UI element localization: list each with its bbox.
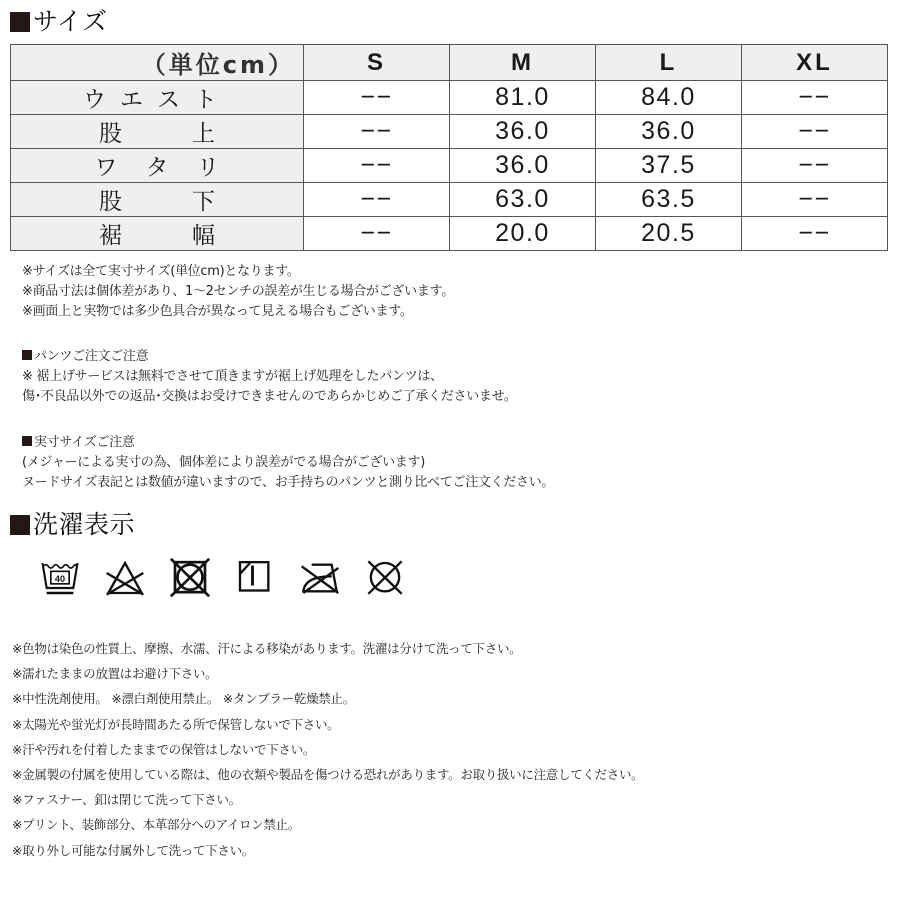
row-label-text: 股 xyxy=(99,189,122,215)
laundry-title-text: 洗濯表示 xyxy=(33,510,136,539)
row-label-text: 下 xyxy=(192,189,215,215)
size-note: ※画面上と実物では多少色具合が異なって見える場合もございます。 xyxy=(22,304,413,319)
actual-size-notice-title xyxy=(22,433,554,453)
column-header-s: S xyxy=(304,45,450,81)
svg-text:40: 40 xyxy=(54,573,66,584)
square-bullet-icon xyxy=(22,436,32,446)
care-note: ※濡れたままの放置はお避け下さい。 xyxy=(12,666,218,682)
care-note: ※取り外し可能な付属外して洗って下さい。 xyxy=(12,842,254,858)
cell-value: −− xyxy=(304,183,450,217)
notice-title-text: パンツご注文ご注意 xyxy=(34,349,149,364)
size-table xyxy=(10,44,888,251)
cell-value: 36.0 xyxy=(596,115,742,149)
row-label-text: タ xyxy=(145,155,169,181)
cell-value: 81.0 xyxy=(450,81,596,115)
care-note: ※色物は染色の性質上、摩擦、水濡、汗による移染があります。洗濯は分けて洗って下さい。 xyxy=(12,641,522,656)
cell-value: −− xyxy=(742,115,888,149)
cell-value: 37.5 xyxy=(596,149,742,183)
no-bleach-icon xyxy=(105,556,145,600)
table-header-row xyxy=(11,45,888,81)
pants-order-notice-title xyxy=(22,347,517,367)
size-note: ※サイズは全て実寸サイズ(単位cm)となります。 xyxy=(22,264,300,279)
cell-value: −− xyxy=(304,81,450,115)
row-label-text: リ xyxy=(196,155,220,181)
square-bullet-icon xyxy=(22,350,32,360)
row-label-text: 股 xyxy=(99,121,122,147)
care-notes xyxy=(12,638,643,865)
notice-title-text: 実寸サイズご注意 xyxy=(34,435,135,450)
cell-value: 20.5 xyxy=(596,217,742,251)
notice-line: ※ 裾上げサービスは無料でさせて頂きますが裾上げ処理をしたパンツは、 xyxy=(22,369,443,384)
table-row-waist xyxy=(11,81,888,115)
square-bullet-icon xyxy=(10,12,30,32)
unit-label: （単位cm） xyxy=(11,45,304,81)
row-label-text: 裾 xyxy=(99,223,122,249)
notice-line: (メジャーによる実寸の為、個体差により誤差がでる場合がございます) xyxy=(22,455,425,470)
cell-value: −− xyxy=(304,115,450,149)
no-iron-icon xyxy=(300,556,340,600)
cell-value: 63.5 xyxy=(596,183,742,217)
notice-line: ヌードサイズ表記とは数値が違いますので、お手持ちのパンツと測り比べてご注文ください。 xyxy=(22,475,555,490)
table-row-thigh xyxy=(11,149,888,183)
line-dry-shade-icon xyxy=(235,556,275,600)
wash-40-icon xyxy=(40,556,80,600)
column-header-xl: XL xyxy=(742,45,888,81)
care-note: ※汗や汚れを付着したままでの保管はしないで下さい。 xyxy=(12,741,315,757)
care-note: ※プリント、装飾部分、本革部分へのアイロン禁止。 xyxy=(12,817,301,833)
cell-value: 84.0 xyxy=(596,81,742,115)
row-label-waist xyxy=(11,81,304,115)
care-note: ※ファスナー、釦は閉じて洗って下さい。 xyxy=(12,792,241,808)
column-header-m: M xyxy=(450,45,596,81)
row-label-thigh xyxy=(11,149,304,183)
notice-line: 傷･不良品以外での返品･交換はお受けできませんのであらかじめご了承くださいませ。 xyxy=(22,389,517,404)
square-bullet-icon xyxy=(10,515,30,535)
cell-value: −− xyxy=(304,149,450,183)
table-row-rise xyxy=(11,115,888,149)
size-title-text: サイズ xyxy=(33,7,108,36)
row-label-hem-width xyxy=(11,217,304,251)
row-label-text: ウエスト xyxy=(83,87,231,113)
row-label-rise xyxy=(11,115,304,149)
laundry-icons xyxy=(40,556,430,600)
table-row-inseam xyxy=(11,183,888,217)
size-notes xyxy=(22,262,454,322)
cell-value: 20.0 xyxy=(450,217,596,251)
row-label-text: 幅 xyxy=(192,223,215,249)
cell-value: −− xyxy=(742,217,888,251)
actual-size-notice xyxy=(22,433,554,493)
column-header-l: L xyxy=(596,45,742,81)
size-section-title xyxy=(10,9,108,34)
laundry-section-title xyxy=(10,512,135,537)
row-label-text: ワ xyxy=(94,155,118,181)
cell-value: 36.0 xyxy=(450,149,596,183)
care-note: ※太陽光や蛍光灯が長時間あたる所で保管しないで下さい。 xyxy=(12,716,340,732)
size-note: ※商品寸法は個体差があり、1～2センチの誤差が生じる場合がございます。 xyxy=(22,284,454,299)
table-row-hem-width xyxy=(11,217,888,251)
cell-value: −− xyxy=(742,149,888,183)
cell-value: −− xyxy=(304,217,450,251)
no-dry-clean-icon xyxy=(365,556,405,600)
row-label-text: 上 xyxy=(192,121,215,147)
care-note: ※中性洗剤使用。 ※漂白剤使用禁止。 ※タンブラー乾燥禁止。 xyxy=(12,691,355,707)
cell-value: −− xyxy=(742,81,888,115)
cell-value: 63.0 xyxy=(450,183,596,217)
no-tumble-dry-icon xyxy=(170,556,210,600)
care-note: ※金属製の付属を使用している際は、他の衣類や製品を傷つける恐れがあります。お取り扱いに注意してください。 xyxy=(12,766,644,782)
pants-order-notice xyxy=(22,347,517,407)
cell-value: −− xyxy=(742,183,888,217)
row-label-inseam xyxy=(11,183,304,217)
cell-value: 36.0 xyxy=(450,115,596,149)
